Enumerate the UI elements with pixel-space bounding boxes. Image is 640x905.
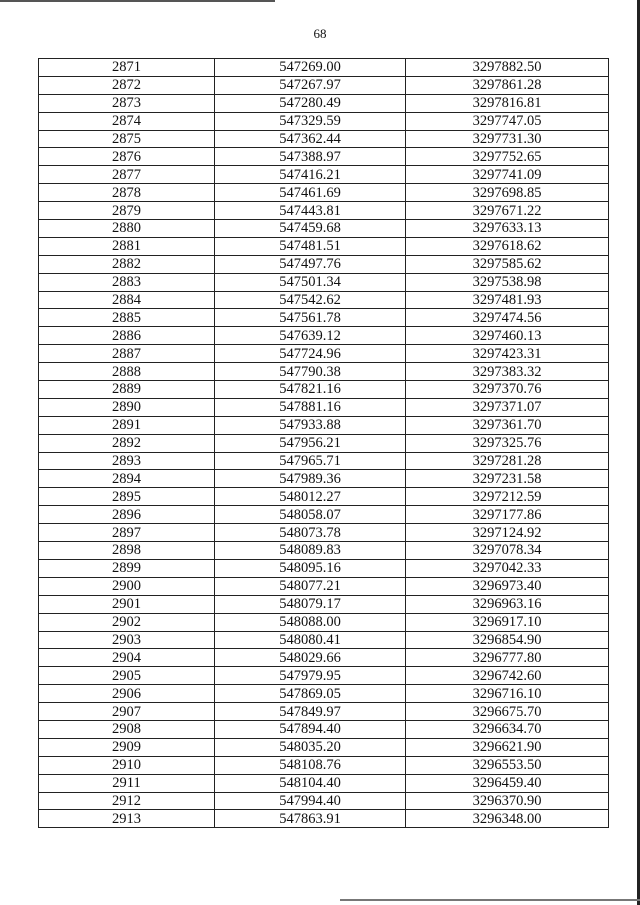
y-coordinate-cell: 3297325.76 — [406, 434, 609, 452]
x-coordinate-cell: 547724.96 — [215, 345, 406, 363]
y-coordinate-cell: 3296459.40 — [406, 774, 609, 792]
table-row — [39, 542, 609, 560]
x-coordinate-cell: 547849.97 — [215, 703, 406, 721]
y-coordinate-cell: 3296370.90 — [406, 792, 609, 810]
point-number-cell: 2889 — [39, 381, 215, 399]
point-number-cell: 2885 — [39, 309, 215, 327]
point-number-cell: 2875 — [39, 130, 215, 148]
point-number-cell: 2907 — [39, 703, 215, 721]
table-row — [39, 220, 609, 238]
point-number-cell: 2894 — [39, 470, 215, 488]
point-number-cell: 2908 — [39, 720, 215, 738]
point-number-cell: 2897 — [39, 524, 215, 542]
point-number-cell: 2898 — [39, 542, 215, 560]
y-coordinate-cell: 3296963.16 — [406, 595, 609, 613]
x-coordinate-cell: 547497.76 — [215, 255, 406, 273]
point-number-cell: 2876 — [39, 148, 215, 166]
table-row — [39, 685, 609, 703]
x-coordinate-cell: 547362.44 — [215, 130, 406, 148]
point-number-cell: 2883 — [39, 273, 215, 291]
x-coordinate-cell: 547269.00 — [215, 59, 406, 77]
table-row — [39, 255, 609, 273]
table-row — [39, 810, 609, 828]
table-row — [39, 398, 609, 416]
point-number-cell: 2892 — [39, 434, 215, 452]
table-row — [39, 76, 609, 94]
point-number-cell: 2888 — [39, 363, 215, 381]
table-row — [39, 595, 609, 613]
table-row — [39, 237, 609, 255]
y-coordinate-cell: 3296553.50 — [406, 756, 609, 774]
table-row — [39, 577, 609, 595]
scan-bottom-edge-line — [340, 899, 640, 901]
x-coordinate-cell: 548058.07 — [215, 506, 406, 524]
point-number-cell: 2887 — [39, 345, 215, 363]
table-row — [39, 756, 609, 774]
y-coordinate-cell: 3296716.10 — [406, 685, 609, 703]
page-number: 68 — [313, 26, 327, 41]
y-coordinate-cell: 3296675.70 — [406, 703, 609, 721]
table-row — [39, 720, 609, 738]
x-coordinate-cell: 547443.81 — [215, 202, 406, 220]
y-coordinate-cell: 3296973.40 — [406, 577, 609, 595]
point-number-cell: 2902 — [39, 613, 215, 631]
point-number-cell: 2878 — [39, 184, 215, 202]
table-row — [39, 559, 609, 577]
x-coordinate-cell: 547894.40 — [215, 720, 406, 738]
y-coordinate-cell: 3297212.59 — [406, 488, 609, 506]
x-coordinate-cell: 547869.05 — [215, 685, 406, 703]
y-coordinate-cell: 3297078.34 — [406, 542, 609, 560]
y-coordinate-cell: 3297371.07 — [406, 398, 609, 416]
y-coordinate-cell: 3297423.31 — [406, 345, 609, 363]
point-number-cell: 2873 — [39, 94, 215, 112]
point-number-cell: 2903 — [39, 631, 215, 649]
coordinate-table — [38, 58, 609, 828]
y-coordinate-cell: 3297383.32 — [406, 363, 609, 381]
y-coordinate-cell: 3296854.90 — [406, 631, 609, 649]
x-coordinate-cell: 547965.71 — [215, 452, 406, 470]
x-coordinate-cell: 548089.83 — [215, 542, 406, 560]
table-row — [39, 363, 609, 381]
y-coordinate-cell: 3297585.62 — [406, 255, 609, 273]
point-number-cell: 2874 — [39, 112, 215, 130]
table-row — [39, 381, 609, 399]
point-number-cell: 2895 — [39, 488, 215, 506]
point-number-cell: 2899 — [39, 559, 215, 577]
y-coordinate-cell: 3297474.56 — [406, 309, 609, 327]
y-coordinate-cell: 3297231.58 — [406, 470, 609, 488]
point-number-cell: 2893 — [39, 452, 215, 470]
x-coordinate-cell: 547388.97 — [215, 148, 406, 166]
point-number-cell: 2882 — [39, 255, 215, 273]
y-coordinate-cell: 3297481.93 — [406, 291, 609, 309]
x-coordinate-cell: 548012.27 — [215, 488, 406, 506]
table-row — [39, 703, 609, 721]
x-coordinate-cell: 548088.00 — [215, 613, 406, 631]
y-coordinate-cell: 3297816.81 — [406, 94, 609, 112]
point-number-cell: 2896 — [39, 506, 215, 524]
table-row — [39, 166, 609, 184]
x-coordinate-cell: 547863.91 — [215, 810, 406, 828]
x-coordinate-cell: 548073.78 — [215, 524, 406, 542]
point-number-cell: 2886 — [39, 327, 215, 345]
point-number-cell: 2909 — [39, 738, 215, 756]
point-number-cell: 2913 — [39, 810, 215, 828]
table-row — [39, 631, 609, 649]
point-number-cell: 2891 — [39, 416, 215, 434]
point-number-cell: 2872 — [39, 76, 215, 94]
table-row — [39, 452, 609, 470]
point-number-cell: 2906 — [39, 685, 215, 703]
point-number-cell: 2881 — [39, 237, 215, 255]
x-coordinate-cell: 547956.21 — [215, 434, 406, 452]
table-row — [39, 291, 609, 309]
table-row — [39, 345, 609, 363]
table-row — [39, 792, 609, 810]
table-row — [39, 774, 609, 792]
x-coordinate-cell: 547459.68 — [215, 220, 406, 238]
y-coordinate-cell: 3297361.70 — [406, 416, 609, 434]
table-row — [39, 416, 609, 434]
x-coordinate-cell: 547790.38 — [215, 363, 406, 381]
table-row — [39, 202, 609, 220]
y-coordinate-cell: 3297731.30 — [406, 130, 609, 148]
point-number-cell: 2900 — [39, 577, 215, 595]
point-number-cell: 2912 — [39, 792, 215, 810]
y-coordinate-cell: 3297861.28 — [406, 76, 609, 94]
table-row — [39, 524, 609, 542]
point-number-cell: 2911 — [39, 774, 215, 792]
table-row — [39, 273, 609, 291]
y-coordinate-cell: 3297124.92 — [406, 524, 609, 542]
x-coordinate-cell: 547561.78 — [215, 309, 406, 327]
y-coordinate-cell: 3297042.33 — [406, 559, 609, 577]
x-coordinate-cell: 548080.41 — [215, 631, 406, 649]
y-coordinate-cell: 3297671.22 — [406, 202, 609, 220]
x-coordinate-cell: 547329.59 — [215, 112, 406, 130]
y-coordinate-cell: 3297698.85 — [406, 184, 609, 202]
y-coordinate-cell: 3296634.70 — [406, 720, 609, 738]
table-row — [39, 94, 609, 112]
x-coordinate-cell: 547639.12 — [215, 327, 406, 345]
table-row — [39, 148, 609, 166]
y-coordinate-cell: 3296621.90 — [406, 738, 609, 756]
table-row — [39, 130, 609, 148]
x-coordinate-cell: 547481.51 — [215, 237, 406, 255]
table-row — [39, 112, 609, 130]
x-coordinate-cell: 548108.76 — [215, 756, 406, 774]
x-coordinate-cell: 548104.40 — [215, 774, 406, 792]
y-coordinate-cell: 3297177.86 — [406, 506, 609, 524]
table-row — [39, 434, 609, 452]
y-coordinate-cell: 3297741.09 — [406, 166, 609, 184]
x-coordinate-cell: 547416.21 — [215, 166, 406, 184]
y-coordinate-cell: 3297370.76 — [406, 381, 609, 399]
point-number-cell: 2871 — [39, 59, 215, 77]
x-coordinate-cell: 547994.40 — [215, 792, 406, 810]
y-coordinate-cell: 3297618.62 — [406, 237, 609, 255]
y-coordinate-cell: 3297882.50 — [406, 59, 609, 77]
table-row — [39, 470, 609, 488]
y-coordinate-cell: 3297747.05 — [406, 112, 609, 130]
table-row — [39, 613, 609, 631]
table-row — [39, 667, 609, 685]
point-number-cell: 2905 — [39, 667, 215, 685]
y-coordinate-cell: 3297538.98 — [406, 273, 609, 291]
x-coordinate-cell: 548095.16 — [215, 559, 406, 577]
table-row — [39, 738, 609, 756]
point-number-cell: 2904 — [39, 649, 215, 667]
x-coordinate-cell: 548077.21 — [215, 577, 406, 595]
x-coordinate-cell: 548035.20 — [215, 738, 406, 756]
x-coordinate-cell: 547933.88 — [215, 416, 406, 434]
table-row — [39, 506, 609, 524]
x-coordinate-cell: 547280.49 — [215, 94, 406, 112]
point-number-cell: 2884 — [39, 291, 215, 309]
x-coordinate-cell: 547881.16 — [215, 398, 406, 416]
x-coordinate-cell: 547267.97 — [215, 76, 406, 94]
x-coordinate-cell: 548079.17 — [215, 595, 406, 613]
point-number-cell: 2901 — [39, 595, 215, 613]
y-coordinate-cell: 3297633.13 — [406, 220, 609, 238]
point-number-cell: 2879 — [39, 202, 215, 220]
point-number-cell: 2877 — [39, 166, 215, 184]
table-row — [39, 309, 609, 327]
y-coordinate-cell: 3297281.28 — [406, 452, 609, 470]
y-coordinate-cell: 3296777.80 — [406, 649, 609, 667]
table-row — [39, 649, 609, 667]
x-coordinate-cell: 547542.62 — [215, 291, 406, 309]
point-number-cell: 2890 — [39, 398, 215, 416]
table-row — [39, 184, 609, 202]
y-coordinate-cell: 3296742.60 — [406, 667, 609, 685]
table-row — [39, 327, 609, 345]
table-row — [39, 488, 609, 506]
x-coordinate-cell: 547821.16 — [215, 381, 406, 399]
y-coordinate-cell: 3297460.13 — [406, 327, 609, 345]
table-row — [39, 59, 609, 77]
coordinate-table-body — [39, 59, 609, 828]
point-number-cell: 2910 — [39, 756, 215, 774]
x-coordinate-cell: 548029.66 — [215, 649, 406, 667]
x-coordinate-cell: 547979.95 — [215, 667, 406, 685]
y-coordinate-cell: 3297752.65 — [406, 148, 609, 166]
y-coordinate-cell: 3296348.00 — [406, 810, 609, 828]
x-coordinate-cell: 547461.69 — [215, 184, 406, 202]
x-coordinate-cell: 547501.34 — [215, 273, 406, 291]
x-coordinate-cell: 547989.36 — [215, 470, 406, 488]
y-coordinate-cell: 3296917.10 — [406, 613, 609, 631]
point-number-cell: 2880 — [39, 220, 215, 238]
scan-top-edge-line — [0, 0, 275, 2]
